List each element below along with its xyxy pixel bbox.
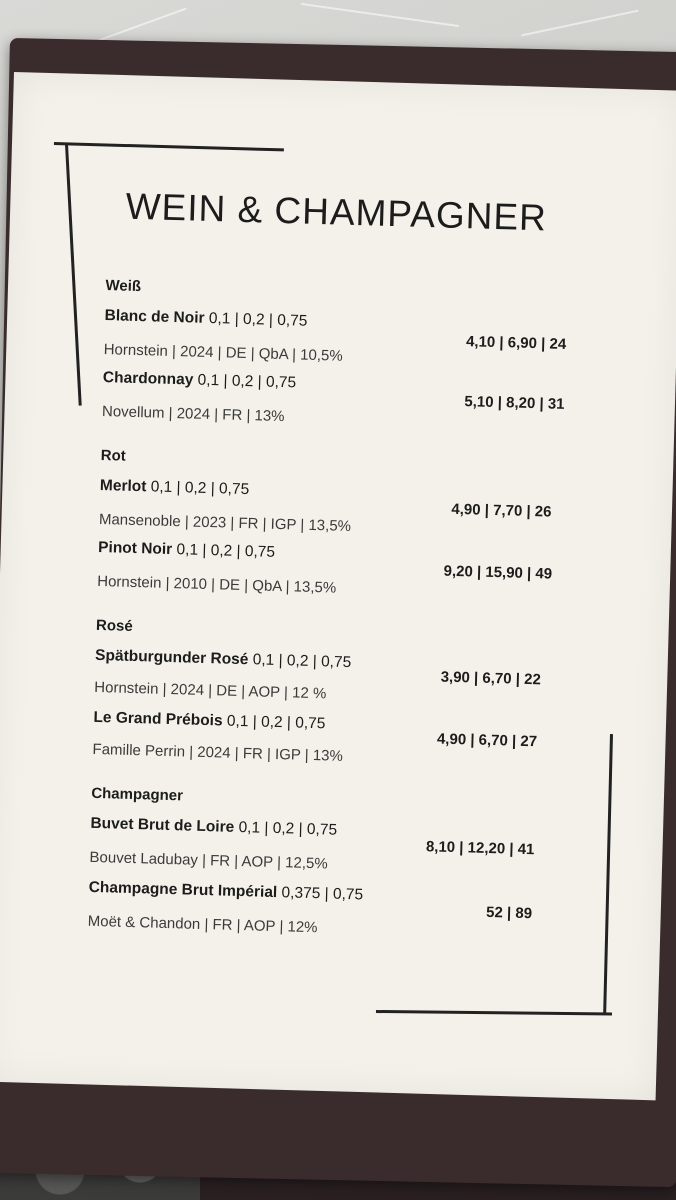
wine-details: Moët & Chandon | FR | AOP | 12% xyxy=(87,912,318,937)
wine-name: Spätburgunder Rosé xyxy=(94,646,249,669)
wine-item xyxy=(98,539,275,562)
menu-content xyxy=(45,124,590,1048)
wine-details: Famille Perrin | 2024 | FR | IGP | 13% xyxy=(92,740,344,765)
category-heading: Rot xyxy=(100,446,126,465)
wine-sizes: 0,1 | 0,2 | 0,75 xyxy=(150,478,250,499)
wine-prices: 4,90 | 6,70 | 27 xyxy=(436,730,538,751)
wine-details: Hornstein | 2024 | DE | QbA | 10,5% xyxy=(103,341,343,365)
wine-details: Hornstein | 2010 | DE | QbA | 13,5% xyxy=(97,572,337,597)
wine-name: Buvet Brut de Loire xyxy=(90,814,235,836)
wine-item xyxy=(88,879,363,905)
wine-prices: 4,90 | 7,70 | 26 xyxy=(451,500,552,521)
wine-item xyxy=(100,477,250,499)
wine-item xyxy=(103,369,297,392)
wine-sizes: 0,1 | 0,2 | 0,75 xyxy=(238,818,338,839)
wine-sizes: 0,375 | 0,75 xyxy=(281,884,364,904)
wine-details: Mansenoble | 2023 | FR | IGP | 13,5% xyxy=(98,510,352,535)
wine-item xyxy=(90,815,337,840)
wine-prices: 5,10 | 8,20 | 31 xyxy=(464,393,565,413)
wine-prices: 4,10 | 6,90 | 24 xyxy=(465,333,567,353)
wine-prices: 52 | 89 xyxy=(485,903,533,923)
category-heading: Rosé xyxy=(95,616,133,635)
wine-name: Chardonnay xyxy=(102,369,194,389)
category-heading: Weiß xyxy=(105,277,142,296)
wine-sizes: 0,1 | 0,2 | 0,75 xyxy=(226,712,326,733)
wine-item xyxy=(95,647,352,672)
wine-sizes: 0,1 | 0,2 | 0,75 xyxy=(252,651,352,672)
wine-details: Novellum | 2024 | FR | 13% xyxy=(101,403,285,426)
wine-name: Pinot Noir xyxy=(97,538,173,559)
wine-sizes: 0,1 | 0,2 | 0,75 xyxy=(197,371,297,392)
wine-item xyxy=(93,709,325,733)
wine-sizes: 0,1 | 0,2 | 0,75 xyxy=(208,309,308,330)
wine-name: Champagne Brut Impérial xyxy=(88,878,278,902)
wine-item xyxy=(104,307,307,331)
wine-prices: 3,90 | 6,70 | 22 xyxy=(440,668,542,689)
marble-vein xyxy=(521,10,639,37)
wine-sizes: 0,1 | 0,2 | 0,75 xyxy=(176,541,276,561)
wine-name: Blanc de Noir xyxy=(104,307,205,327)
menu-title: WEIN & CHAMPAGNER xyxy=(125,185,548,239)
wine-prices: 8,10 | 12,20 | 41 xyxy=(425,838,535,859)
category-heading: Champagner xyxy=(91,784,184,805)
wine-details: Bouvet Ladubay | FR | AOP | 12,5% xyxy=(89,848,328,873)
wine-prices: 9,20 | 15,90 | 49 xyxy=(443,562,553,583)
wine-details: Hornstein | 2024 | DE | AOP | 12 % xyxy=(94,678,327,703)
marble-vein xyxy=(301,3,460,27)
wine-name: Merlot xyxy=(99,476,147,496)
wine-name: Le Grand Prébois xyxy=(93,708,223,730)
